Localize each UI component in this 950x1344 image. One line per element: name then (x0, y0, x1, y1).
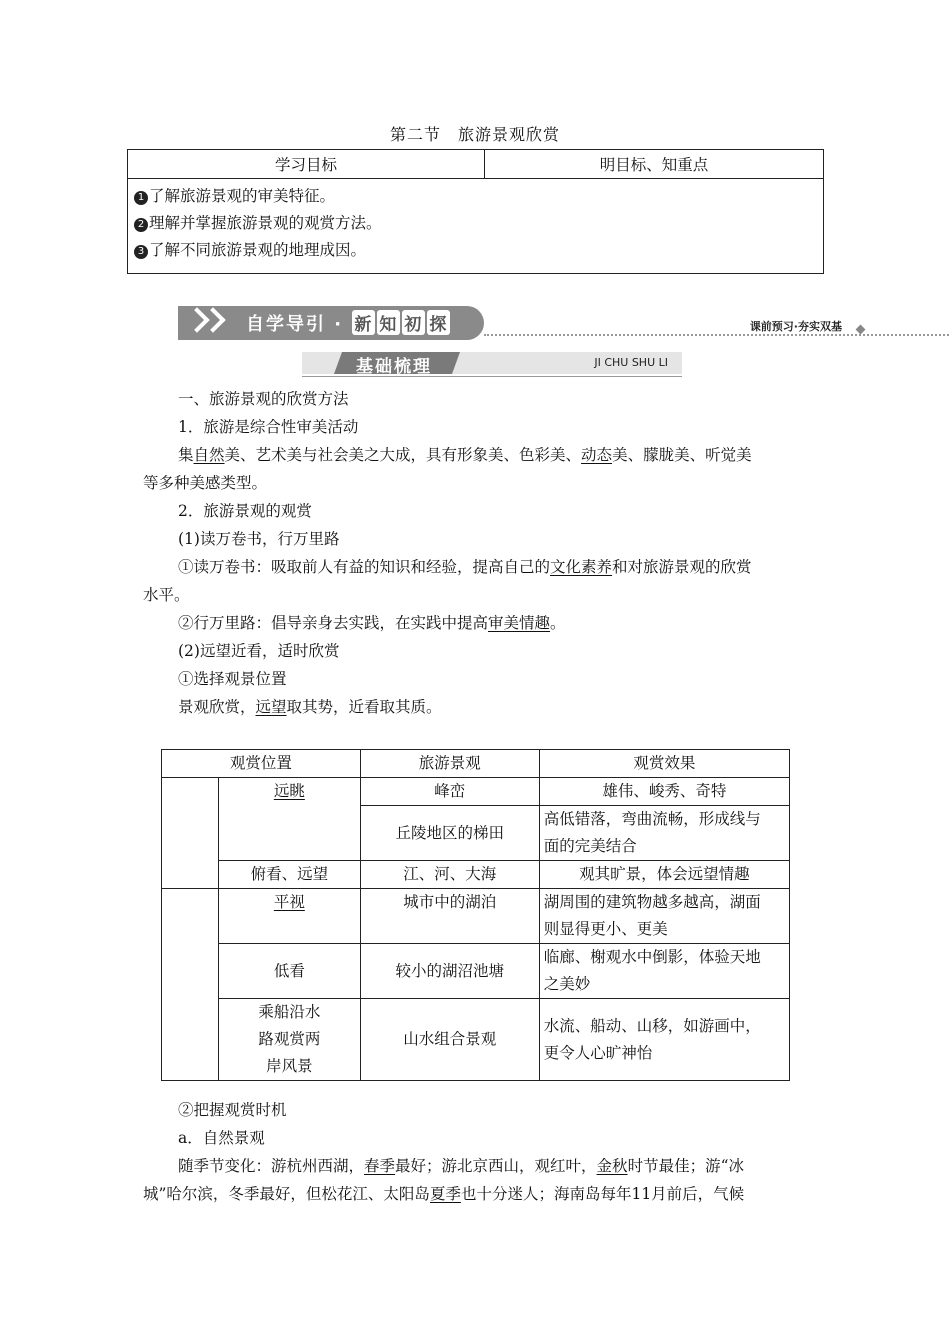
viewing-table (161, 749, 790, 1081)
goals-body (128, 179, 824, 274)
diamond-icon (856, 325, 866, 335)
table-row: 乘船沿水 路观赏两 岸风景 山水组合景观 水流、船动、山移，如游画中， 更令人心旷神怡 (162, 999, 790, 1081)
goals-header-right: 明目标、知重点 (485, 150, 824, 179)
banner-subtitle: 课前预习·夯实双基 (749, 320, 842, 333)
paragraph: 等多种美感类型。 (143, 474, 268, 492)
table-header: 旅游景观 (360, 750, 539, 778)
banner-title: 自学导引 · 新 知 初 探 (246, 310, 451, 336)
heading-timing: ②把握观赏时机 (178, 1101, 287, 1119)
goal-item: 3 了解不同旅游景观的地理成因。 (134, 237, 817, 264)
section-banner (178, 306, 868, 342)
table-row: 远眺 峰峦 雄伟、峻秀、奇特 (162, 778, 790, 806)
sub-banner (302, 352, 682, 378)
heading-1: 一、旅游景观的欣赏方法 (178, 390, 349, 408)
table-header: 观赏位置 (162, 750, 361, 778)
section-title: 第二节 旅游景观欣赏 (389, 125, 560, 144)
table-row: 丘陵地区的梯田 高低错落，弯曲流畅，形成线与 面的完美结合 (162, 806, 790, 861)
sub-banner-pinyin: JI CHU SHU LI (594, 356, 668, 369)
heading-a: a．自然景观 (178, 1129, 265, 1147)
learning-goals-table (127, 149, 824, 274)
paragraph: ②行万里路：倡导亲身去实践，在实践中提高审美情趣。 (178, 614, 566, 632)
banner-divider (484, 334, 950, 336)
paragraph: ①读万卷书：吸取前人有益的知识和经验，提高自己的文化素养和对旅游景观的欣赏 (178, 558, 752, 576)
paragraph: 景观欣赏，远望取其势，近看取其质。 (178, 698, 442, 716)
paragraph: 集自然美、艺术美与社会美之大成，具有形象美、色彩美、动态美、朦胧美、听觉美 (178, 446, 752, 464)
sub-banner-title: 基础梳理 (356, 357, 432, 377)
heading-1-1: 1．旅游是综合性审美活动 (178, 418, 359, 436)
chevron-right-icon (200, 307, 225, 332)
heading-select: ①选择观景位置 (178, 670, 287, 688)
heading-1-2-2: (2)远望近看，适时欣赏 (178, 642, 340, 660)
paragraph: 水平。 (143, 586, 190, 604)
paragraph: 随季节变化：游杭州西湖，春季最好；游北京西山，观红叶，金秋时节最佳；游“冰 (178, 1157, 744, 1175)
goal-item: 2 理解并掌握旅游景观的观赏方法。 (134, 210, 817, 237)
heading-1-2-1: (1)读万卷书，行万里路 (178, 530, 340, 548)
number-badge-icon: 1 (134, 191, 148, 205)
goal-item: 1 了解旅游景观的审美特征。 (134, 183, 817, 210)
paragraph: 城”哈尔滨，冬季最好，但松花江、太阳岛夏季也十分迷人；海南岛每年11月前后，气候 (143, 1185, 745, 1203)
heading-1-2: 2．旅游景观的观赏 (178, 502, 312, 520)
table-row: 俯看、远望 江、河、大海 观其旷景，体会远望情趣 (162, 861, 790, 889)
goals-header-left: 学习目标 (128, 150, 485, 179)
number-badge-icon: 3 (134, 245, 148, 259)
table-header: 观赏效果 (539, 750, 789, 778)
table-row: 低看 较小的湖沼池塘 临廊、榭观水中倒影，体验天地 之美妙 (162, 944, 790, 999)
number-badge-icon: 2 (134, 218, 148, 232)
table-row: 平视 城市中的湖泊 湖周围的建筑物越多越高，湖面 则显得更小、更美 (162, 889, 790, 944)
